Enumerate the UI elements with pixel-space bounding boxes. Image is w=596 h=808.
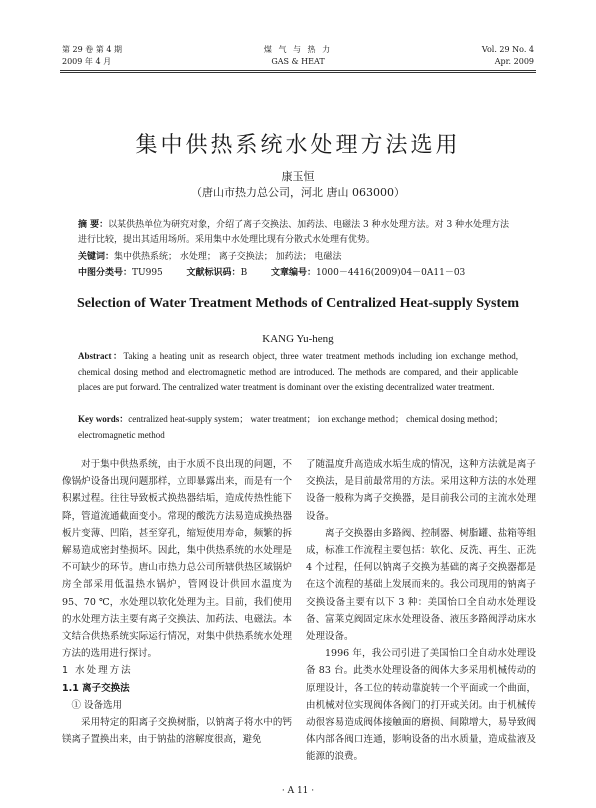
keywords-cn xyxy=(78,250,518,265)
body-paragraph: 采用特定的阳离子交换树脂，以钠离子将水中的钙镁离子置换出来，由于钠盐的溶解度很高，避免 xyxy=(62,717,292,746)
keywords-en xyxy=(78,412,518,443)
journal-name-en: GAS & HEAT xyxy=(271,57,325,66)
classification-line xyxy=(78,266,518,281)
article-title-en: Selection of Water Treatment Methods of Centralized Heat-supply System xyxy=(77,296,519,311)
abstract-en-text: Taking a heating unit as research object, three water treatment methods including ion exchange method, chemical dosing method and electromagnetic method are introduced. The methods are compared, and their applicable places are put forward. The centralized water treatment is dominant over the existing decentralized water treatment. xyxy=(78,351,518,392)
article-id-label: 文章编号： xyxy=(270,268,316,278)
abstract-cn xyxy=(78,218,518,248)
author-en: KANG Yu-heng xyxy=(262,333,334,345)
keywords-en-text: centralized heat-supply system； water treatment； ion exchange method； chemical dosing method； electromagnetic method xyxy=(78,414,504,440)
body-paragraph: 了随温度升高造成水垢生成的情况，这种方法就是离子交换法，是目前最常用的方法。采用这种方法的水处理设备一般称为离子交换器，是目前我公司的主流水处理设备。 xyxy=(306,459,536,522)
article-title-cn: 集中供热系统水处理方法选用 xyxy=(135,133,461,158)
keywords-cn-text: 集中供热系统； 水处理； 离子交换法； 加药法； 电磁法 xyxy=(114,252,342,262)
keywords-en-label: Key words： xyxy=(78,414,129,424)
header-rule xyxy=(60,70,536,71)
volume-issue-en: Vol. 29 No. 4 xyxy=(481,45,534,54)
page-number: · A 11 · xyxy=(281,786,315,796)
journal-name-cn: 煤 气 与 热 力 xyxy=(263,45,333,54)
abstract-cn-label: 摘 要： xyxy=(78,220,109,230)
doc-code-label: 文献标识码： xyxy=(186,268,241,278)
keywords-cn-label: 关键词： xyxy=(78,252,115,262)
author-cn: 康玉恒 xyxy=(281,170,315,183)
body-column-left xyxy=(62,456,292,748)
section-heading: 1 水处理方法 xyxy=(62,665,133,677)
subsection-heading: 1.1 离子交换法 xyxy=(62,682,130,694)
article-id-value: 1000－4416(2009)04－0A11－03 xyxy=(315,268,466,278)
clc-label: 中图分类号： xyxy=(78,268,133,278)
body-paragraph: 对于集中供热系统，由于水质不良出现的问题，不像锅炉设备出现问题那样，立即暴露出来，而是有一个积累过程。往往导致板式换热器结垢，造成传热性能下降，管道流通截面变小。常现的酸洗方法易造成换热器板片变薄、凹陷，甚至穿孔，缩短使用寿命，频繁的拆解易造成密封垫损坏。因此，集中供热系统的水处理是不可缺少的环节。唐山市热力总公司所辖供热区域锅炉房全部采用低温热水锅炉，管网设计供回水温度为 95、70 ℃，水处理以软化处理为主。目前，我们使用的水处理方法主要有离子交换法、加药法、电磁法。本文结合供热系统实际运行情况，对集中供热系统水处理方法的选用进行探讨。 xyxy=(62,459,292,660)
abstract-cn-text: 以某供热单位为研究对象，介绍了离子交换法、加药法、电磁法 3 种水处理方法。对 3 种水处理方法进行比较，提出其适用场所。采用集中水处理比现有分散式水处理有优势。 xyxy=(78,220,510,245)
journal-volume-en xyxy=(482,44,534,68)
clc-value: TU995 xyxy=(132,268,163,278)
abstract-en xyxy=(78,349,518,396)
header-rule-thin xyxy=(60,72,536,73)
subsubsection-heading: ① 设备选用 xyxy=(71,699,123,711)
publication-date-en: Apr. 2009 xyxy=(494,57,534,66)
volume-issue: 第 29 卷 第 4 期 xyxy=(62,45,122,54)
body-paragraph: 离子交换器由多路阀、控制器、树脂罐、盐箱等组成，标准工作流程主要包括：软化、反洗、再生、正洗 4 个过程，任何以钠离子交换为基础的离子交换器都是在这个流程的基础上发展而来的。我公司现用的钠离子交换设备主要有以下 3 种：美国怡口全自动水处理设备、富莱克阀固定床水处理设备、液压多路阀浮动床水处理设备。 xyxy=(306,527,536,643)
affiliation-cn: （唐山市热力总公司，河北 唐山 063000） xyxy=(191,186,405,199)
body-paragraph: 1996 年，我公司引进了美国怡口全自动水处理设备 83 台。此类水处理设备的阀体大多采用机械传动的原理设计，各工位的转动靠旋转一个平面或一个曲面，由机械对位实现阀体各阀门的打开或关闭。由于机械传动很容易造成阀体接触面的磨损、间隙增大，易导致阀体内部各阀口连通，影响设备的出水质量，造成盐液及能源的浪费。 xyxy=(306,648,536,763)
abstract-en-label: Abstract： xyxy=(78,351,124,361)
publication-date: 2009 年 4 月 xyxy=(62,57,112,66)
body-column-right xyxy=(306,456,536,766)
doc-code-value: B xyxy=(240,268,248,278)
